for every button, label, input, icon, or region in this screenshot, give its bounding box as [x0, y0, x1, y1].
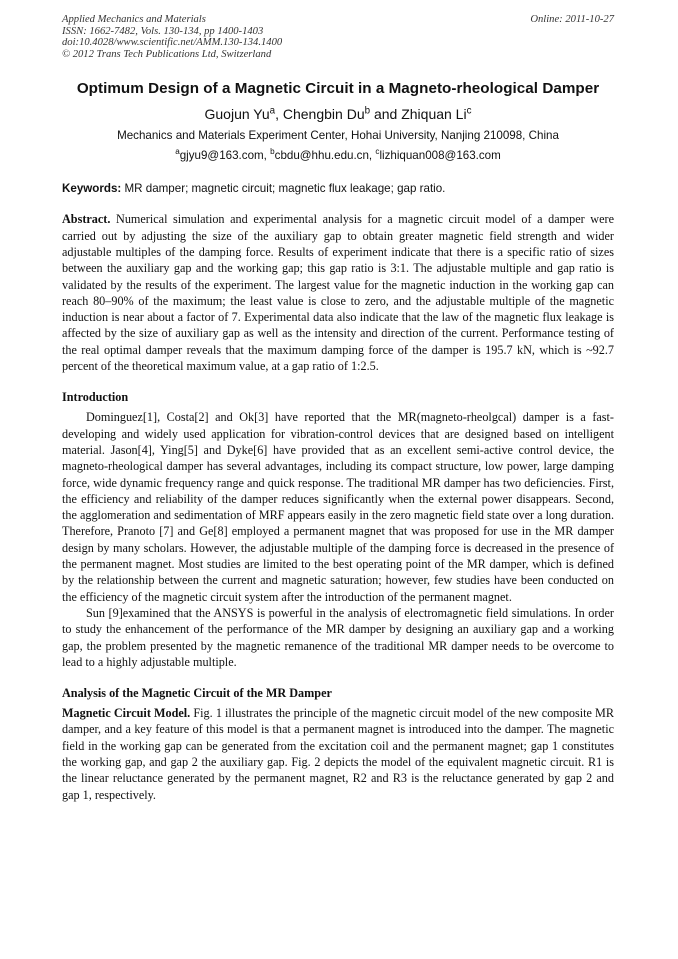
online-date: Online: 2011-10-27	[530, 14, 614, 25]
author-separator: ,	[275, 106, 283, 123]
email-address: lizhiquan008@163.com	[379, 149, 501, 163]
email-sup: b	[270, 147, 275, 157]
abstract	[62, 211, 614, 374]
email-address: cbdu@hhu.edu.cn,	[274, 149, 376, 163]
email-sup: c	[375, 147, 380, 157]
keywords-label: Keywords:	[62, 182, 122, 196]
copyright-line: © 2012 Trans Tech Publications Ltd, Switzerland	[62, 48, 272, 60]
affiliation: Mechanics and Materials Experiment Center, Hohai University, Nanjing 210098, China	[117, 129, 559, 143]
analysis-text: Fig. 1 illustrates the principle of the magnetic circuit model of the new composite MR damper, and a key feature of this model is that a permanent magnet is introduced into the damper. The magnetic field in the working gap can be generated from the excitation coil and the permanent magnet; gap 1 constitutes the working gap, and gap 2 the auxiliary gap. Fig. 2 depicts the model of the equivalent magnetic circuit. R1 is the linear reluctance generated by the permanent magnet, R2 and R3 is the reluctance generated by gap 2 and gap 1, respectively.	[62, 706, 614, 802]
author-separator: and	[370, 106, 402, 123]
email-address: gjyu9@163.com,	[179, 149, 271, 163]
analysis-paragraph	[62, 705, 614, 803]
email-sup: a	[175, 147, 180, 157]
author-name: Guojun Yu	[204, 106, 270, 123]
keywords	[62, 182, 614, 195]
abstract-text: Numerical simulation and experimental analysis for a magnetic circuit model of a damper were carried out by adjusting the size of the auxiliary gap to obtain greater magnetic field strength and wider adjustable multiples of the damping force. Results of experiment indicate that there is a specific ratio of sizes between the auxiliary gap and the working gap; this gap ratio is 3:1. The adjustable multiple and gap ratio is validated by the results of the experiment. The largest value for the magnetic induction in the working gap can reach 80–90% of the maximum; the least value is close to zero, and the adjustable multiple of the magnetic induction is near about a factor of 7. Experimental data also indicate that the law of the magnetic flux leakage is affected by the size of auxiliary gap as well as the intensity and direction of the current. Performance testing of the real optimal damper reveals that the maximum damping force of the damper is 195.7 kN, which is ~92.7 percent of the theoretical maximum value, at a gap ratio of 1:2.5.	[62, 212, 614, 374]
author-sup: c	[466, 105, 472, 117]
analysis-heading: Analysis of the Magnetic Circuit of the MR Damper	[62, 686, 332, 701]
introduction-paragraph-1: Dominguez[1], Costa[2] and Ok[3] have reported that the MR(magneto-rheolgcal) damper is a fast-developing and widely used application for vibration-control devices that are designed based on intelligent material. Jason[4], Ying[5] and Dyke[6] have provided that as an excellent semi-active control device, the magneto-rheological damper has several advantages, including its compact structure, low power, large damping force, wide dynamic frequency range and quick response. The traditional MR damper has two deficiencies. First, the efficiency and reliability of the damper reduces significantly when the external power disappears. Second, the agglomeration and sedimentation of MRF appears easily in the zero magnetic field state over a long duration. Therefore, Pranoto [7] and Ge[8] employed a permanent magnet that was proposed for use in the MR damper design by many scholars. However, the adjustable multiple of the damping force is decreased in the presence of the permanent magnet. Most studies are limited to the best operating point of the MR damper, which is defined by the relationship between the current and magnetic saturation; however, few studies have been conducted on the efficiency of the magnetic circuit system after the introduction of the permanent magnet.	[62, 410, 614, 604]
keywords-text: MR damper; magnetic circuit; magnetic flux leakage; gap ratio.	[121, 182, 446, 196]
paper-title: Optimum Design of a Magnetic Circuit in a Magneto-rheological Damper	[76, 80, 600, 98]
author-name: Chengbin Du	[282, 106, 365, 123]
author-emails	[62, 149, 614, 162]
issn-line: ISSN: 1662-7482, Vols. 130-134, pp 1400-1403	[62, 25, 264, 37]
author-sup: b	[364, 105, 371, 117]
journal-header	[62, 14, 614, 60]
analysis-label: Magnetic Circuit Model.	[62, 706, 191, 721]
doi-line: doi:10.4028/www.scientific.net/AMM.130-134.1400	[62, 37, 283, 49]
abstract-label: Abstract.	[62, 212, 111, 227]
introduction-heading: Introduction	[62, 390, 129, 405]
author-sup: a	[269, 105, 276, 117]
introduction-paragraph-2: Sun [9]examined that the ANSYS is powerful in the analysis of electromagnetic field simulations. In order to study the enhancement of the performance of the MR damper by designing an auxiliary gap and a working gap, the problem presented by the magnetic remanence of the traditional MR damper needs to be overcome to lead to a highly adjustable multiple.	[62, 605, 614, 669]
paper-page	[62, 14, 614, 803]
author-list	[62, 106, 614, 122]
journal-name: Applied Mechanics and Materials	[62, 14, 206, 25]
author-name: Zhiquan Li	[401, 106, 467, 123]
